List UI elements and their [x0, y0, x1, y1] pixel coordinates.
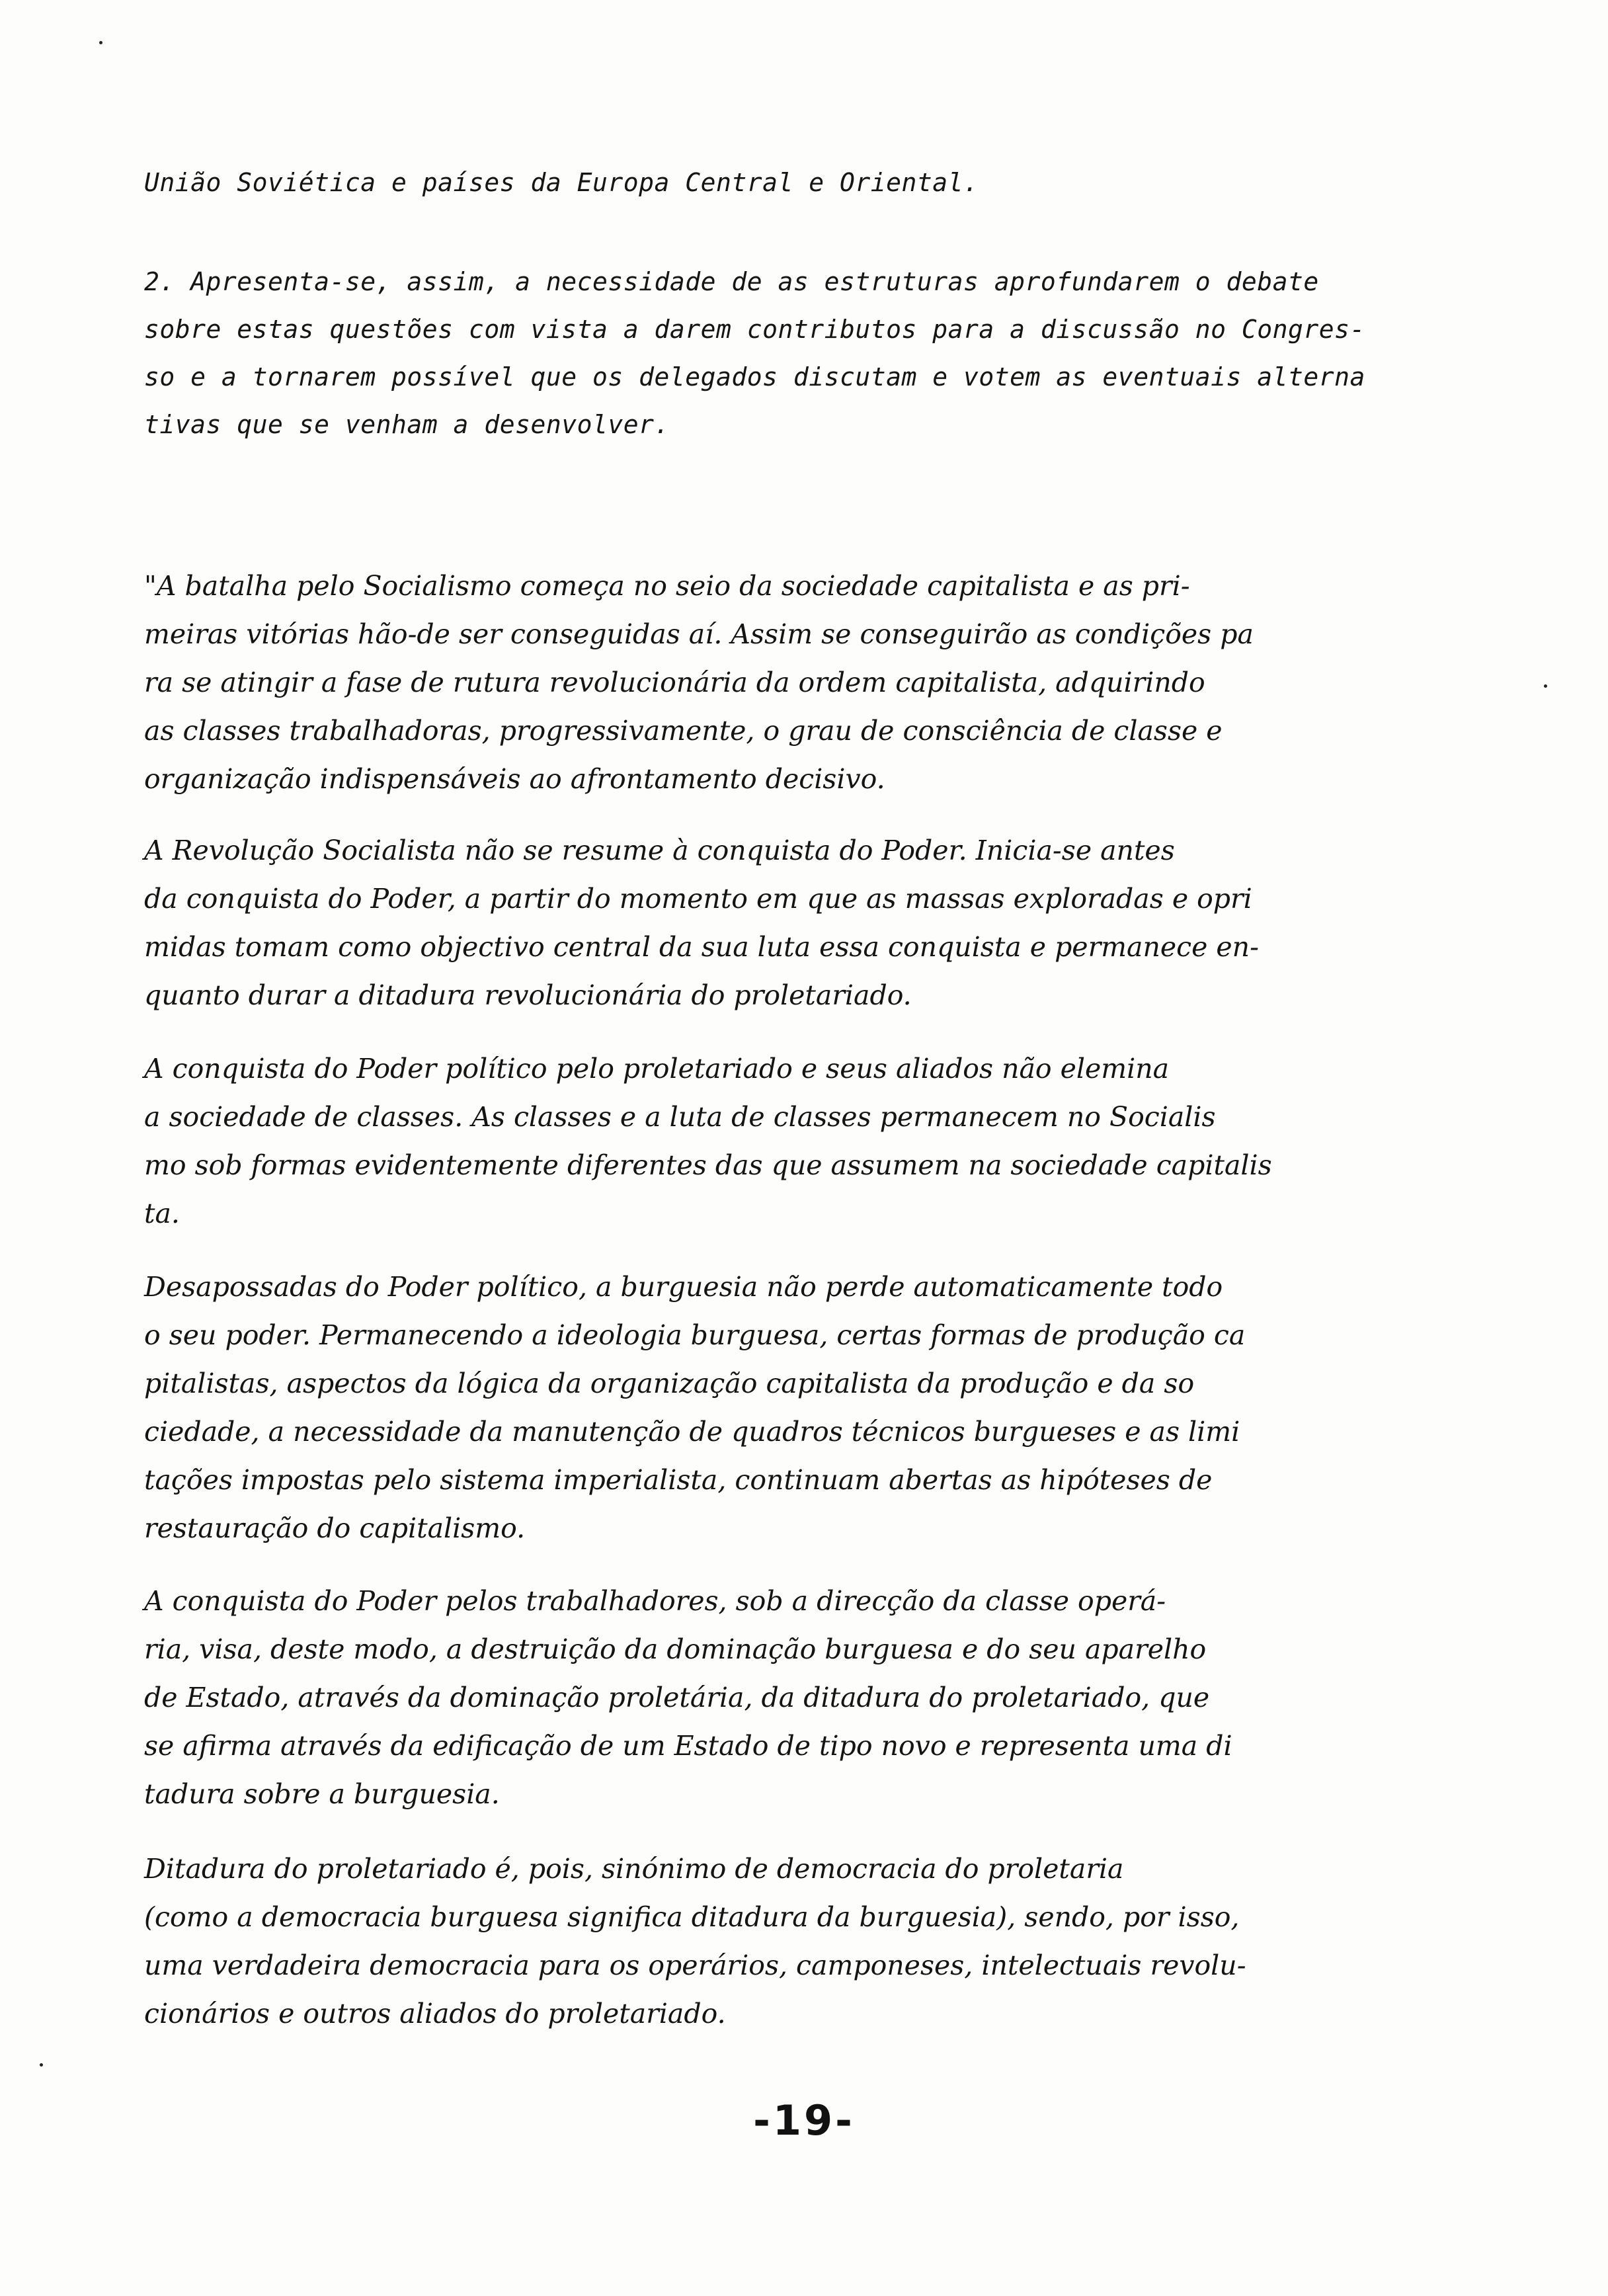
- section-2-line: sobre estas questões com vista a darem contributos para a discussão no Congres-: [144, 315, 1365, 344]
- section-2-line: 2. Apresenta-se, assim, a necessidade de as estruturas aprofundarem o debate: [144, 267, 1319, 296]
- paragraph-line: A Revolução Socialista não se resume à conquista do Poder. Inicia-se antes: [144, 835, 1175, 866]
- paragraph-line: A conquista do Poder pelos trabalhadores, sob a direcção da classe operá-: [144, 1585, 1166, 1617]
- paragraph-line: (como a democracia burguesa significa ditadura da burguesia), sendo, por isso,: [144, 1901, 1240, 1933]
- scan-speck: [40, 2063, 43, 2067]
- paragraph-line: quanto durar a ditadura revolucionária do proletariado.: [144, 979, 912, 1011]
- paragraph-line: restauração do capitalismo.: [144, 1512, 526, 1544]
- paragraph-line: meiras vitórias hão-de ser conseguidas aí. Assim se conseguirão as condições pa: [144, 618, 1254, 650]
- paragraph-line: o seu poder. Permanecendo a ideologia burguesa, certas formas de produção ca: [144, 1319, 1246, 1351]
- paragraph-line: a sociedade de classes. As classes e a luta de classes permanecem no Socialis: [144, 1101, 1216, 1133]
- page-number: -19-: [753, 2096, 855, 2145]
- paragraph-line: ciedade, a necessidade da manutenção de quadros técnicos burgueses e as limi: [144, 1416, 1240, 1448]
- paragraph-line: ta.: [144, 1198, 180, 1229]
- quote-paragraph-1: [144, 562, 1440, 803]
- paragraph-line: mo sob formas evidentemente diferentes das que assumem na sociedade capitalis: [144, 1149, 1272, 1181]
- scan-speck: [1544, 684, 1547, 688]
- paragraph-line: de Estado, através da dominação proletária, da ditadura do proletariado, que: [144, 1682, 1210, 1713]
- paragraph-line: Desapossadas do Poder político, a burguesia não perde automaticamente todo: [144, 1271, 1223, 1303]
- section-2-line: tivas que se venham a desenvolver.: [144, 410, 670, 439]
- paragraph-line: se afirma através da edificação de um Estado de tipo novo e representa uma di: [144, 1730, 1232, 1762]
- section-2: [144, 258, 1440, 448]
- paragraph-line: organização indispensáveis ao afrontamento decisivo.: [144, 763, 885, 795]
- paragraph-line: midas tomam como objectivo central da sua luta essa conquista e permanece en-: [144, 931, 1259, 963]
- quote-paragraph-3: [144, 1045, 1440, 1238]
- scan-speck: [99, 41, 102, 44]
- paragraph-line: "A batalha pelo Socialismo começa no seio da sociedade capitalista e as pri-: [144, 570, 1190, 602]
- paragraph-line: pitalistas, aspectos da lógica da organização capitalista da produção e da so: [144, 1368, 1195, 1399]
- quote-paragraph-2: [144, 827, 1440, 1020]
- paragraph-line: A conquista do Poder político pelo proletariado e seus aliados não elemina: [144, 1053, 1170, 1085]
- paragraph-line: ria, visa, deste modo, a destruição da dominação burguesa e do seu aparelho: [144, 1633, 1207, 1665]
- intro-line: União Soviética e países da Europa Central e Oriental.: [144, 168, 979, 197]
- paragraph-line: uma verdadeira democracia para os operários, camponeses, intelectuais revolu-: [144, 1949, 1246, 1981]
- paragraph-line: tações impostas pelo sistema imperialista, continuam abertas as hipóteses de: [144, 1464, 1213, 1496]
- intro-line-block: [144, 159, 1440, 206]
- quote-paragraph-5: [144, 1577, 1440, 1819]
- paragraph-line: tadura sobre a burguesia.: [144, 1778, 500, 1810]
- section-2-line: so e a tornarem possível que os delegados discutam e votem as eventuais alterna: [144, 362, 1365, 391]
- paragraph-line: Ditadura do proletariado é, pois, sinónimo de democracia do proletaria: [144, 1853, 1124, 1885]
- paragraph-line: da conquista do Poder, a partir do momento em que as massas exploradas e opri: [144, 883, 1252, 915]
- quote-paragraph-6: [144, 1845, 1440, 2038]
- quote-paragraph-4: [144, 1263, 1440, 1553]
- paragraph-line: ra se atingir a fase de rutura revolucionária da ordem capitalista, adquirindo: [144, 667, 1205, 698]
- paragraph-line: as classes trabalhadoras, progressivamente, o grau de consciência de classe e: [144, 715, 1223, 747]
- paragraph-line: cionários e outros aliados do proletariado.: [144, 1998, 726, 2030]
